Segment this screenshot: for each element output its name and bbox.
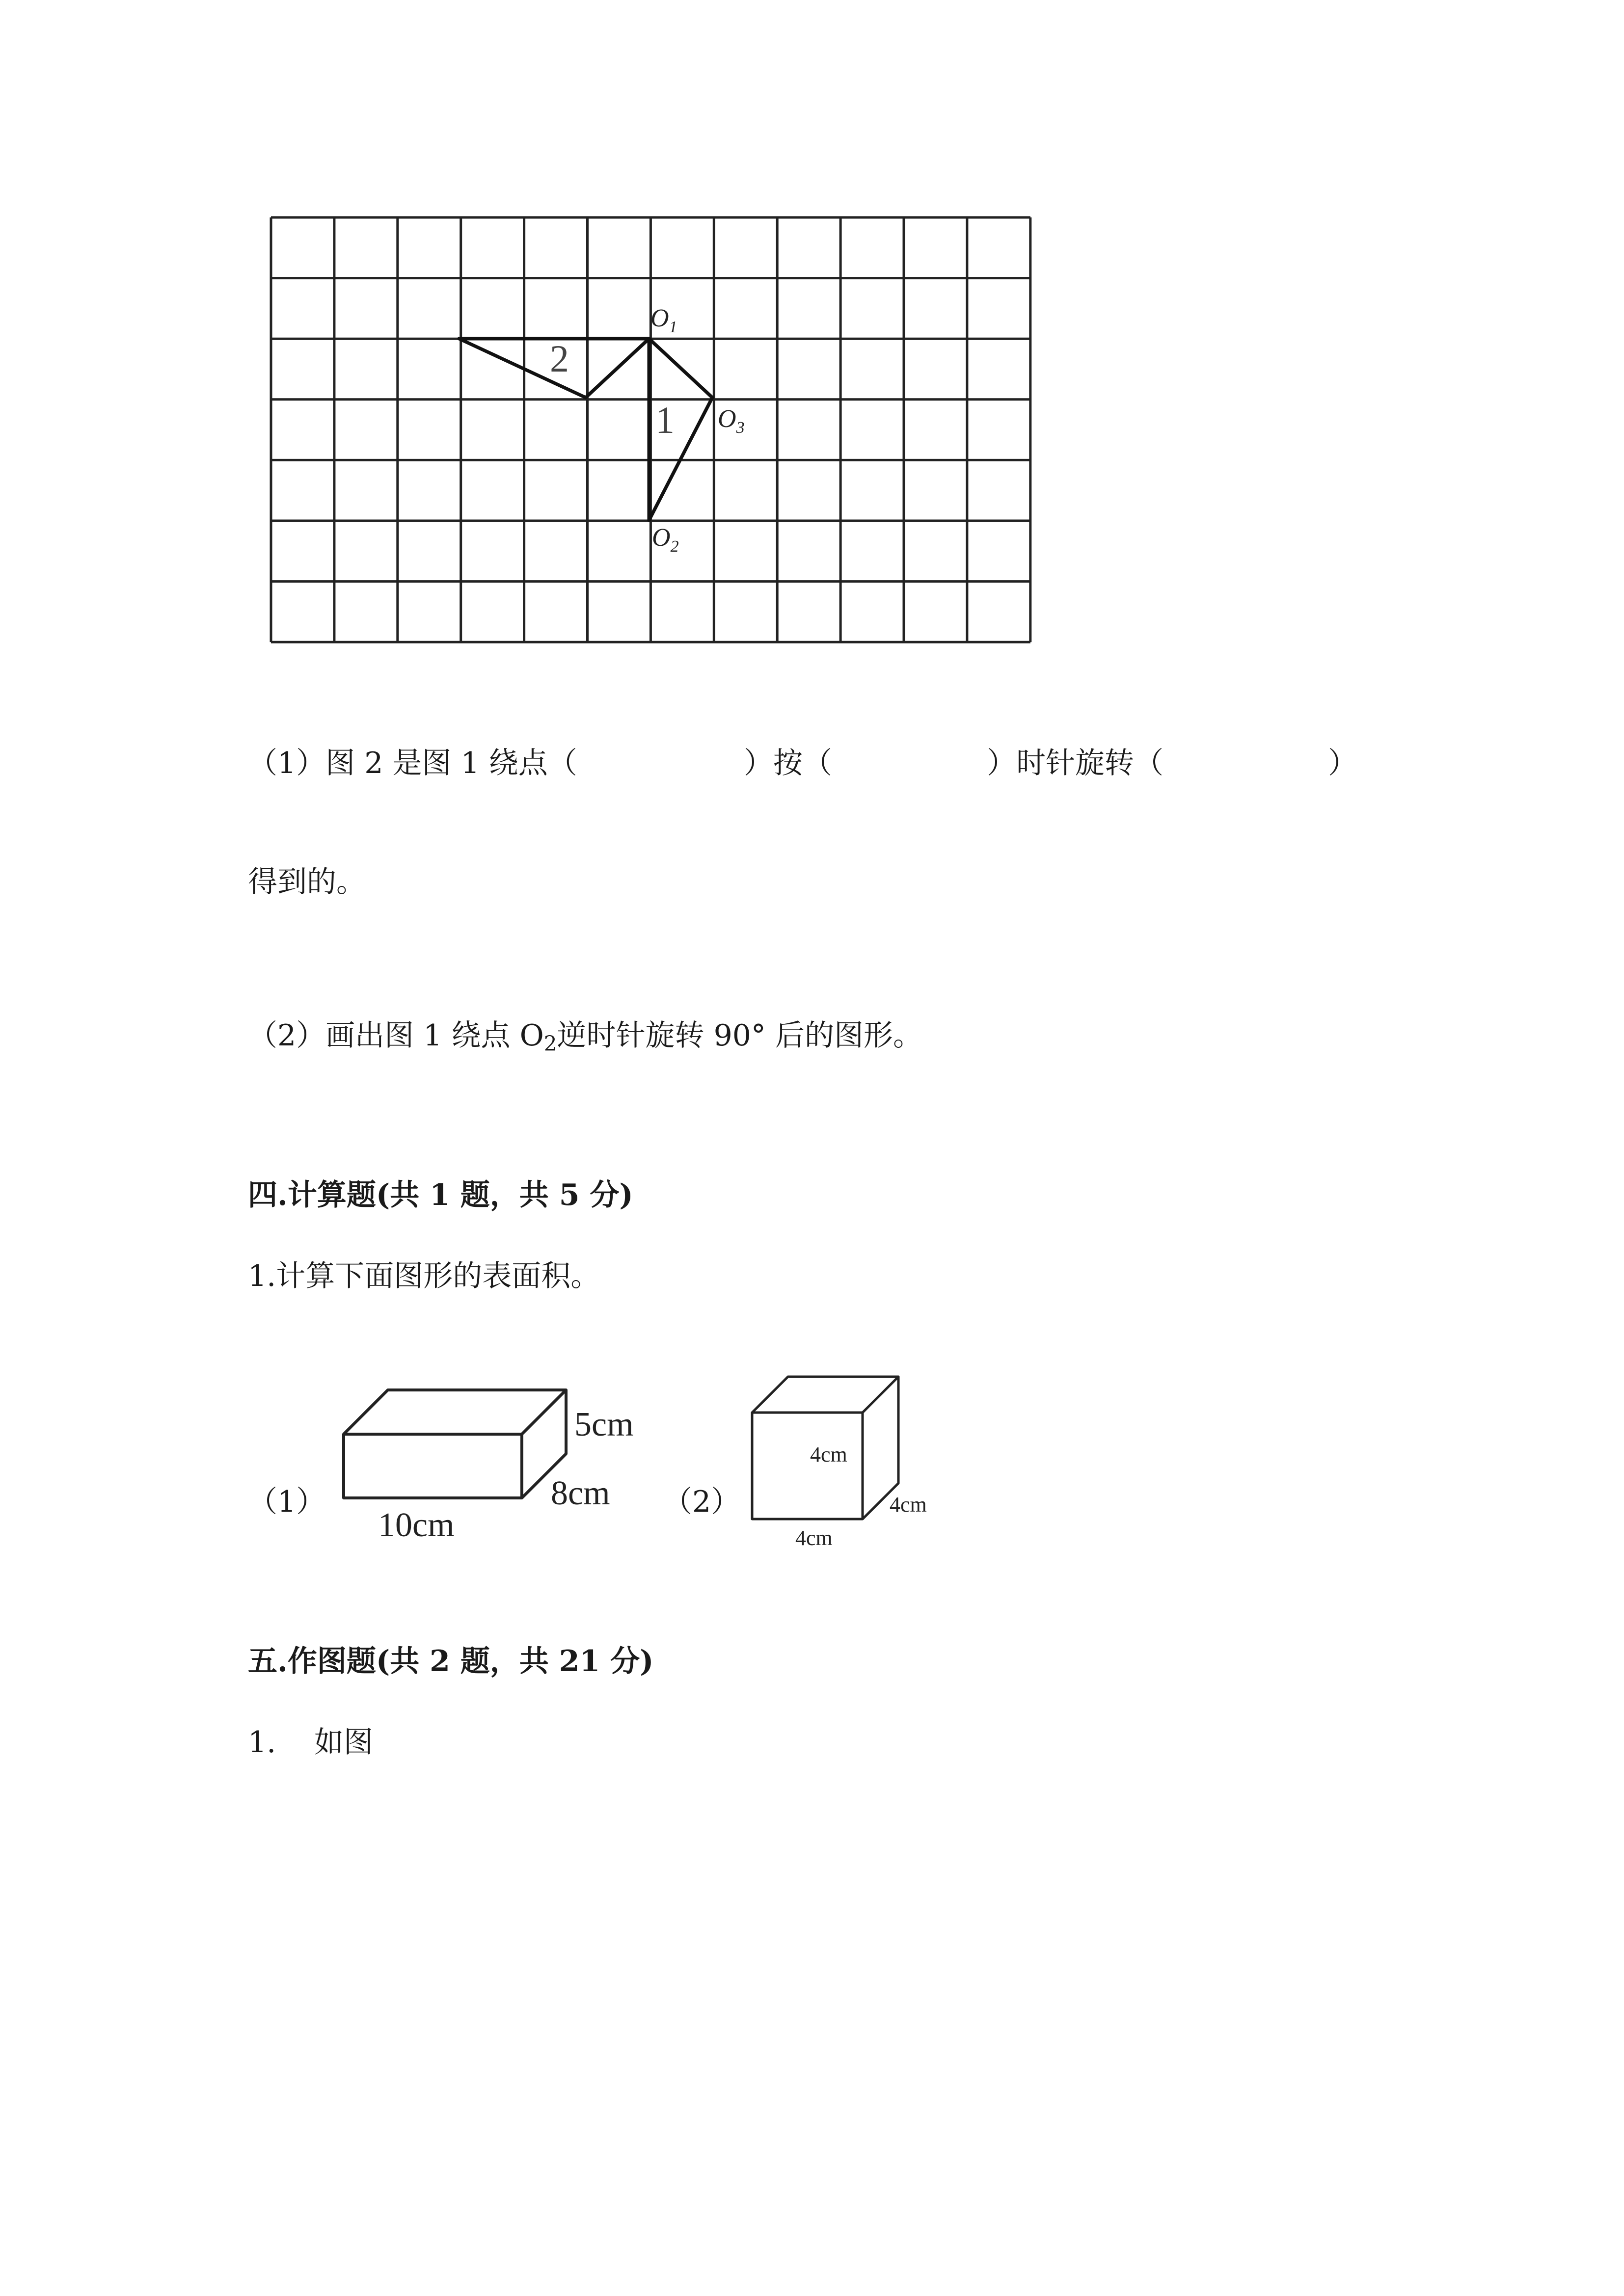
cuboid-width-label: 8cm	[551, 1474, 610, 1512]
shape-1-label: 1	[655, 399, 675, 441]
section-4-heading: 四.计算题(共 1 题，共 5 分)	[248, 1178, 633, 1212]
q2-suffix: 逆时针旋转 90° 后的图形。	[557, 1018, 922, 1053]
q1-prefix: （1）图 2 是图 1 绕点（	[248, 746, 577, 780]
cube-bottom-label: 4cm	[795, 1526, 833, 1550]
fig1-label: （1）	[248, 1485, 326, 1519]
section-5-item-text: 如图	[314, 1725, 373, 1760]
q1-mid2: ）时针旋转（	[987, 746, 1164, 780]
cuboid-height-label: 5cm	[574, 1406, 634, 1443]
point-o1-label: $O_1$	[650, 304, 677, 336]
section-5-item-number: 1.	[248, 1725, 276, 1760]
section-4-question: 1.计算下面图形的表面积。	[248, 1259, 600, 1293]
section-5-heading: 五.作图题(共 2 题，共 21 分)	[248, 1644, 654, 1679]
cuboid-length-label: 10cm	[378, 1506, 455, 1544]
cube-side-label: 4cm	[890, 1493, 927, 1517]
q2-prefix: （2）画出图 1 绕点 O	[248, 1018, 544, 1053]
cuboid-figure	[334, 1374, 658, 1551]
cube-figure	[736, 1364, 962, 1561]
q1-end: ）	[1328, 746, 1357, 780]
cube-front-label: 4cm	[810, 1442, 847, 1467]
q1-mid1: ）按（	[744, 746, 832, 780]
q2-text	[248, 1018, 922, 1056]
point-o2-label: $O_2$	[652, 524, 679, 556]
shape-2-label: 2	[550, 337, 569, 380]
fig2-label: （2）	[663, 1485, 741, 1519]
q1-line2: 得到的。	[248, 865, 366, 899]
point-o3-label: $O_3$	[718, 405, 745, 437]
q2-subscript: 2	[543, 1031, 557, 1056]
rotation-grid-figure	[265, 211, 1051, 653]
